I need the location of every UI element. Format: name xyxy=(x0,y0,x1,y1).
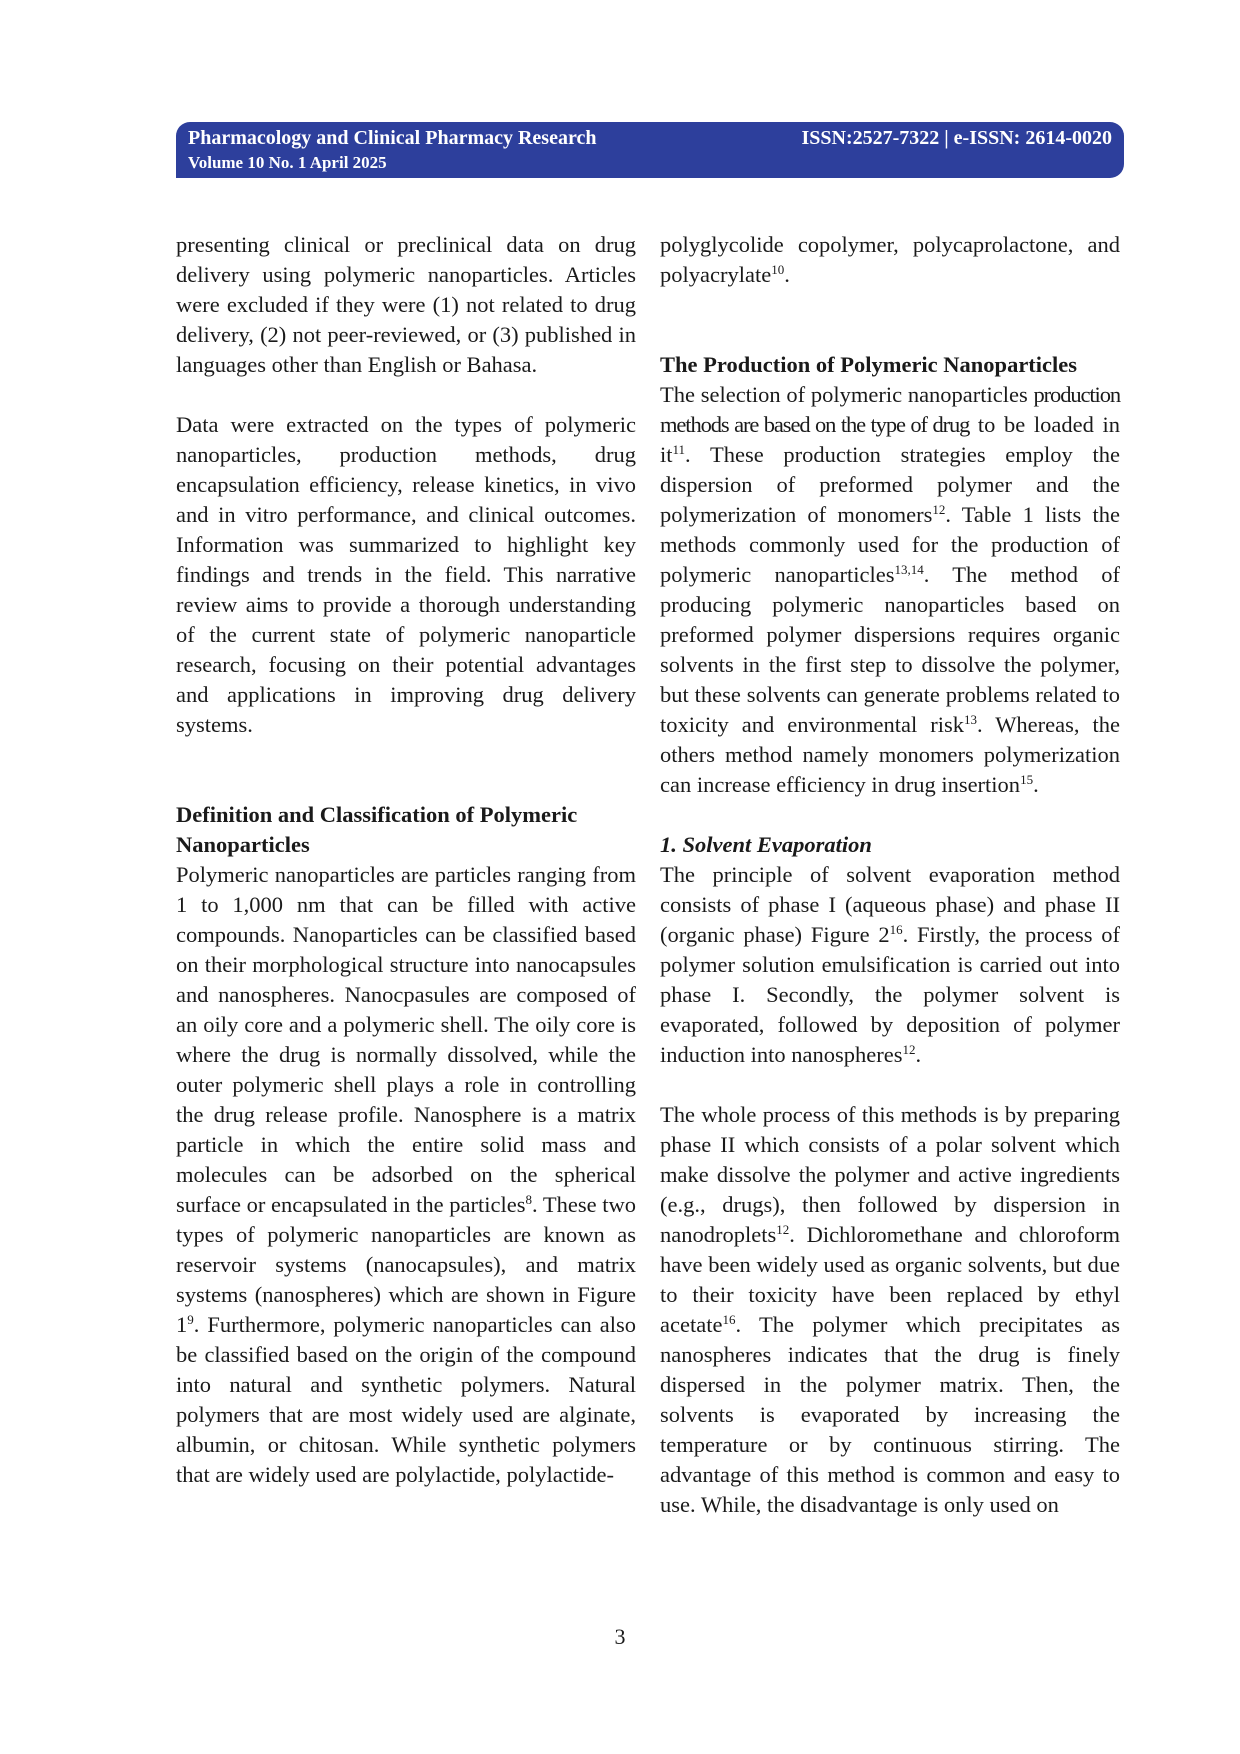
reference-citation: 11 xyxy=(672,442,686,457)
reference-citation: 12 xyxy=(776,1222,790,1237)
paragraph: Data were extracted on the types of polymeric nanoparticles, production methods, drug encapsulation efficiency, release kinetics, in vivo and in vitro performance, and clinical outcomes. Information was summarized to highlight key findings and trends in the field. This narrative review aims to provide a thorough understanding of the current state of polymeric nanoparticle research, focusing on their potential advantages and applications in improving drug delivery systems. xyxy=(176,412,636,737)
journal-header-banner xyxy=(176,122,1124,178)
section-heading-production: The Production of Polymeric Nanoparticles xyxy=(660,352,1078,377)
reference-citation: 12 xyxy=(932,502,946,517)
right-column xyxy=(660,230,1120,1520)
reference-citation: 13 xyxy=(963,712,977,727)
paragraph: Polymeric nanoparticles are particles ranging from 1 to 1,000 nm that can be filled with active compounds. Nanoparticles can be classified based on their morphological structure into nanocapsules and nanospheres. Nanocpasules are composed of an oily core and a polymeric shell. The oily core is where the drug is normally dissolved, while the outer polymeric shell plays a role in controlling the drug release profile. Nanosphere is a matrix particle in which the entire solid mass and molecules can be adsorbed on the spherical surface or encapsulated in the particles$^8$. These two types of polymeric nanoparticles are known as reservoir systems (nanocapsules), and matrix systems (nanospheres) which are shown in Figure $1^9$. Furthermore, polymeric nanoparticles can also be classified based on the origin of the compound into natural and synthetic polymers. Natural polymers that are most widely used are alginate, albumin, or chitosan. While synthetic polymers that are widely used are polylactide, polylactide- xyxy=(176,862,636,1487)
subsection-heading-solvent-evaporation: 1. Solvent Evaporation xyxy=(660,832,872,857)
journal-volume: Volume 10 No. 1 April 2025 xyxy=(188,153,387,172)
paragraph: presenting clinical or preclinical data on drug delivery using polymeric nanoparticles. Articles were excluded if they were (1) not related to drug delivery, (2) not peer-reviewed, or (3) published in languages other than English or Bahasa. xyxy=(176,232,636,377)
reference-citation: 15 xyxy=(1020,772,1034,787)
paragraph: The whole process of this methods is by preparing phase II which consists of a polar solvent which make dissolve the polymer and active ingredients (e.g., drugs), then followed by dispersion in nanodroplets$^{12}$. Dichloromethane and chloroform have been widely used as organic solvents, but due to their toxicity have been replaced by ethyl acetate$^{16}$. The polymer which precipitates as nanospheres indicates that the drug is finely dispersed in the polymer matrix. Then, the solvents is evaporated by increasing the temperature or by continuous stirring. The advantage of this method is common and easy to use. While, the disadvantage is only used on xyxy=(660,1102,1120,1517)
page-number: 3 xyxy=(614,1624,626,1649)
paragraph: The principle of solvent evaporation method consists of phase I (aqueous phase) and phase II (organic phase) Figure $2^{16}$. Firstly, the process of polymer solution emulsification is carried out into phase I. Secondly, the polymer solvent is evaporated, followed by deposition of polymer induction into nanospheres$^{12}$. xyxy=(660,862,1120,1067)
reference-citation: 10 xyxy=(771,262,785,277)
journal-issn: ISSN:2527-7322 | e-ISSN: 2614-0020 xyxy=(801,127,1112,149)
reference-citation: 16 xyxy=(722,1312,736,1327)
reference-citation: 13,14 xyxy=(894,562,924,577)
reference-citation: 16 xyxy=(889,922,903,937)
paragraph: The selection of polymeric nanoparticles production methods are based on the type of drug to be loaded in $it^{11}$. These production strategies employ the dispersion of preformed polymer and the polymerization of monomers$^{12}$. Table 1 lists the methods commonly used for the production of polymeric nanoparticles$^{13,14}$. The method of producing polymeric nanoparticles based on preformed polymer dispersions requires organic solvents in the first step to dissolve the polymer, but these solvents can generate problems related to toxicity and environmental risk$^{13}$. Whereas, the others method namely monomers polymerization can increase efficiency in drug insertion$^{15}$. xyxy=(660,382,1121,797)
reference-citation: 9 xyxy=(187,1312,194,1327)
left-column xyxy=(176,230,636,1490)
section-heading-definition: Definition and Classification of Polymeric Nanoparticles xyxy=(176,802,578,857)
reference-citation: 8 xyxy=(525,1192,532,1207)
reference-citation: 12 xyxy=(902,1042,916,1057)
journal-title: Pharmacology and Clinical Pharmacy Research xyxy=(188,127,597,149)
paragraph: polyglycolide copolymer, polycaprolactone, and polyacrylate$^{10}$. xyxy=(660,232,1120,287)
